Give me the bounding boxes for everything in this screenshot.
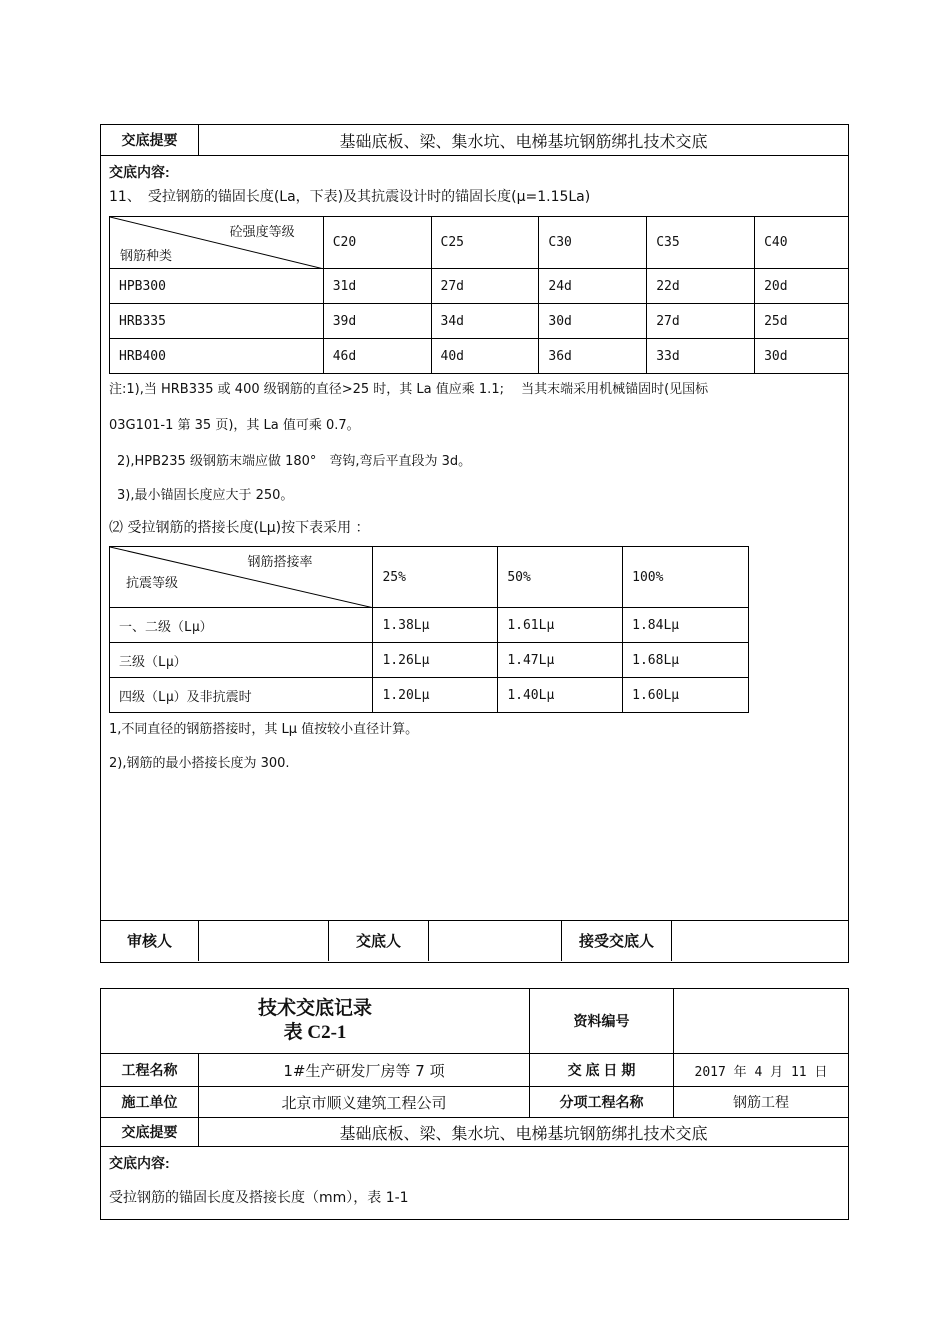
table-row	[110, 269, 849, 304]
table-row	[110, 678, 749, 713]
seismic-grade: 三级（Lμ）	[110, 643, 373, 678]
table-cell: 1.61Lμ	[498, 608, 623, 643]
rate-header: 100%	[623, 547, 749, 608]
summary-label: 交底提要	[101, 1118, 199, 1146]
rebar-type: HRB335	[110, 304, 324, 339]
note-1a: 注:1),当 HRB335 或 400 级钢筋的直径>25 时，其 La 值应乘 1.1; 当其末端采用机械锚固时(见国标	[109, 382, 709, 397]
rate-header: 50%	[498, 547, 623, 608]
table-cell: 40d	[431, 339, 539, 374]
table-cell: 39d	[323, 304, 431, 339]
presenter-label: 交底人	[329, 920, 429, 961]
table-cell: 36d	[539, 339, 647, 374]
grade-header: C30	[539, 217, 647, 269]
signature-row	[101, 920, 848, 961]
seismic-grade: 四级（Lμ）及非抗震时	[110, 678, 373, 713]
note-5: 2),钢筋的最小搭接长度为 300.	[109, 756, 290, 771]
sub-project-label: 分项工程名称	[530, 1087, 674, 1117]
record-subtitle: 表 C2-1	[283, 1022, 347, 1043]
date-label: 交 底 日 期	[530, 1054, 674, 1086]
grade-header: C40	[755, 217, 849, 269]
unit-value: 北京市顺义建筑工程公司	[199, 1087, 530, 1117]
table-cell: 1.84Lμ	[623, 608, 749, 643]
technical-disclosure-page-continued	[100, 124, 849, 963]
table-row	[110, 304, 849, 339]
lap-length-table	[109, 546, 749, 713]
rebar-type-header: 钢筋种类	[120, 249, 173, 264]
note-4: 1,不同直径的钢筋搭接时，其 Lμ 值按较小直径计算。	[109, 722, 419, 737]
table-cell: 1.20Lμ	[373, 678, 498, 713]
seismic-grade: 一、二级（Lμ）	[110, 608, 373, 643]
table-cell: 22d	[647, 269, 755, 304]
seismic-grade-header: 抗震等级	[126, 576, 179, 591]
table-cell: 1.26Lμ	[373, 643, 498, 678]
note-2: 2),HPB235 级钢筋末端应做 180° 弯钩,弯后平直段为 3d。	[117, 454, 472, 469]
table2-corner	[110, 547, 373, 608]
anchorage-length-table	[109, 216, 849, 374]
table-cell: 20d	[755, 269, 849, 304]
content-body	[101, 1147, 848, 1219]
table-row	[110, 643, 749, 678]
content-label: 交底内容:	[109, 164, 170, 180]
project-label: 工程名称	[101, 1054, 199, 1086]
rebar-type: HPB300	[110, 269, 324, 304]
grade-header: C35	[647, 217, 755, 269]
reviewer-signature[interactable]	[199, 920, 329, 961]
reviewer-label: 审核人	[101, 920, 199, 961]
table-cell: 27d	[431, 269, 539, 304]
content-line: 受拉钢筋的锚固长度及搭接长度（mm），表 1-1	[109, 1190, 409, 1206]
table-cell: 1.38Lμ	[373, 608, 498, 643]
lap-rate-header: 钢筋搭接率	[247, 555, 313, 570]
summary-value: 基础底板、梁、集水坑、电梯基坑钢筋绑扎技术交底	[339, 131, 708, 151]
table-cell: 33d	[647, 339, 755, 374]
receiver-signature[interactable]	[672, 920, 848, 961]
grade-header: C25	[431, 217, 539, 269]
technical-disclosure-record	[100, 988, 849, 1220]
rebar-type: HRB400	[110, 339, 324, 374]
project-row	[101, 1054, 848, 1087]
summary-value: 基础底板、梁、集水坑、电梯基坑钢筋绑扎技术交底	[339, 1123, 708, 1143]
summary-row	[101, 1118, 848, 1147]
doc-no-label: 资料编号	[530, 989, 674, 1053]
table1-corner	[110, 217, 324, 269]
table-cell: 1.60Lμ	[623, 678, 749, 713]
concrete-grade-header: 砼强度等级	[229, 225, 295, 240]
note-3: 3),最小锚固长度应大于 250。	[117, 488, 294, 503]
table-row	[110, 339, 849, 374]
receiver-label: 接受交底人	[562, 920, 672, 961]
table-cell: 30d	[755, 339, 849, 374]
summary-row	[101, 125, 848, 156]
sub-project-value: 钢筋工程	[733, 1095, 789, 1111]
record-title: 技术交底记录	[257, 998, 372, 1019]
table-cell: 27d	[647, 304, 755, 339]
unit-row	[101, 1087, 848, 1118]
table-cell: 1.68Lμ	[623, 643, 749, 678]
title-cell	[101, 989, 530, 1053]
doc-no-value[interactable]	[674, 989, 848, 1053]
table-cell: 25d	[755, 304, 849, 339]
table-cell: 24d	[539, 269, 647, 304]
summary-label: 交底提要	[101, 125, 199, 155]
table-cell: 1.40Lμ	[498, 678, 623, 713]
rate-header: 25%	[373, 547, 498, 608]
table-cell: 1.47Lμ	[498, 643, 623, 678]
content-body	[101, 156, 848, 921]
project-value: 1#生产研发厂房等 7 项	[199, 1054, 530, 1086]
unit-label: 施工单位	[101, 1087, 199, 1117]
content-label: 交底内容:	[109, 1155, 170, 1171]
table-row	[110, 608, 749, 643]
header-row	[101, 989, 848, 1054]
item-2-text: ⑵ 受拉钢筋的搭接长度(Lμ)按下表采用 ：	[109, 520, 370, 536]
date-value: 2017 年 4 月 11 日	[694, 1064, 828, 1080]
grade-header: C20	[323, 217, 431, 269]
table-cell: 30d	[539, 304, 647, 339]
table-cell: 34d	[431, 304, 539, 339]
item-11-text: 11、 受拉钢筋的锚固长度(La，下表)及其抗震设计时的锚固长度(μ=1.15La)	[109, 189, 591, 205]
table-cell: 31d	[323, 269, 431, 304]
note-1b: 03G101-1 第 35 页)，其 La 值可乘 0.7。	[109, 418, 360, 433]
table-cell: 46d	[323, 339, 431, 374]
presenter-signature[interactable]	[429, 920, 562, 961]
